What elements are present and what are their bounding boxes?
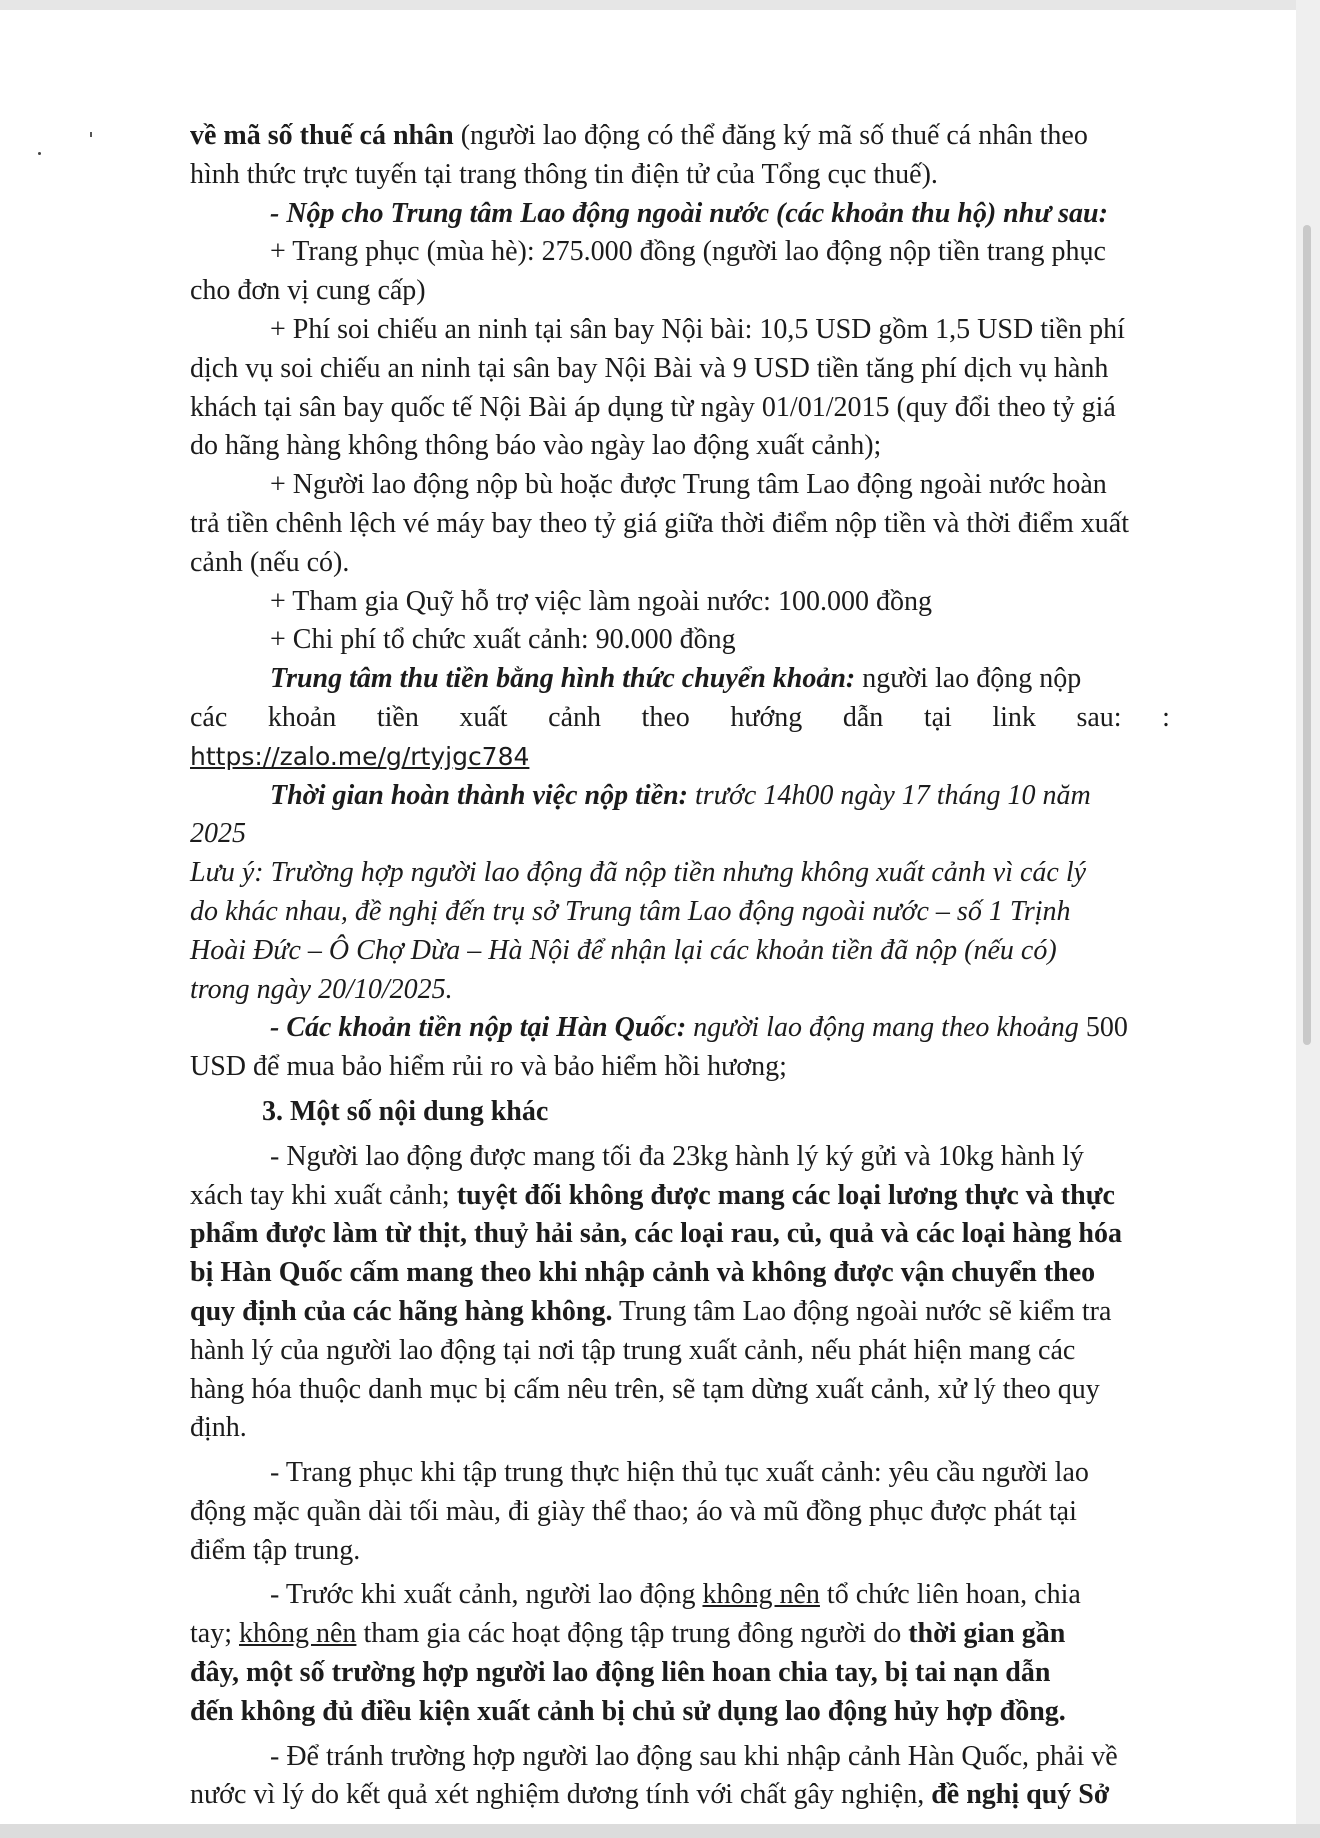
text-line: quy định của các hãng hàng không. Trung tâm Lao động ngoài nước sẽ kiểm tra: [190, 1295, 1112, 1327]
text-line: - Trang phục khi tập trung thực hiện thủ tục xuất cảnh: yêu cầu người lao: [270, 1457, 1089, 1489]
word: link: [992, 701, 1036, 733]
text-line: định.: [190, 1412, 247, 1444]
text-line: USD để mua bảo hiểm rủi ro và bảo hiểm hồi hương;: [190, 1051, 787, 1083]
text-line: trả tiền chênh lệch vé máy bay theo tỷ giá giữa thời điểm nộp tiền và thời điểm xuất: [190, 507, 1129, 539]
text-line: do hãng hàng không thông báo vào ngày lao động xuất cảnh);: [190, 430, 882, 462]
text-line: + Trang phục (mùa hè): 275.000 đồng (người lao động nộp tiền trang phục: [270, 236, 1106, 268]
text-line: 2025: [190, 818, 246, 850]
text-line: - Trước khi xuất cảnh, người lao động không nên tổ chức liên hoan, chia: [270, 1579, 1081, 1611]
word: hướng: [730, 701, 803, 733]
justified-line: [190, 699, 1170, 738]
korea-payments-line: - Các khoản tiền nộp tại Hàn Quốc: người lao động mang theo khoảng 500: [270, 1012, 1128, 1044]
zalo-link-line: [190, 738, 1170, 777]
word: theo: [641, 701, 690, 733]
text-line: cảnh (nếu có).: [190, 546, 350, 578]
word: khoản: [267, 701, 337, 733]
text-line: động mặc quần dài tối màu, đi giày thể thao; áo và mũ đồng phục được phát tại: [190, 1495, 1077, 1527]
word: sau:: [1076, 701, 1122, 733]
text-line: hình thức trực tuyến tại trang thông tin điện tử của Tổng cục thuế).: [190, 158, 938, 190]
section-heading-other: 3. Một số nội dung khác: [262, 1095, 549, 1127]
scan-speck: [38, 152, 41, 155]
text-line: - Người lao động được mang tối đa 23kg hành lý ký gửi và 10kg hành lý: [270, 1140, 1084, 1172]
scan-speck: [90, 132, 92, 137]
note-line: trong ngày 20/10/2025.: [190, 973, 453, 1005]
text-line: dịch vụ soi chiếu an ninh tại sân bay Nội Bài và 9 USD tiền tăng phí dịch vụ hành: [190, 352, 1109, 384]
text-line: về mã số thuế cá nhân (người lao động có thể đăng ký mã số thuế cá nhân theo: [190, 120, 1088, 151]
note-line: Lưu ý: Trường hợp người lao động đã nộp tiền nhưng không xuất cảnh vì các lý: [190, 857, 1087, 889]
scan-top-edge: [0, 0, 1320, 10]
scrollbar-thumb[interactable]: [1303, 225, 1311, 1045]
text-line: + Tham gia Quỹ hỗ trợ việc làm ngoài nước: 100.000 đồng: [270, 585, 932, 617]
word: cảnh: [548, 701, 601, 733]
document-page: [190, 117, 1170, 1815]
word: :: [1162, 701, 1170, 733]
text-line: xách tay khi xuất cảnh; tuyệt đối không được mang các loại lương thực và thực: [190, 1179, 1115, 1211]
text-line: - Để tránh trường hợp người lao động sau khi nhập cảnh Hàn Quốc, phải về: [270, 1740, 1118, 1772]
word: xuất: [459, 701, 508, 733]
text-line: bị Hàn Quốc cấm mang theo khi nhập cảnh và không được vận chuyển theo: [190, 1257, 1096, 1289]
zalo-group-link[interactable]: https://zalo.me/g/rtyjgc784: [190, 741, 530, 771]
text-line: + Phí soi chiếu an ninh tại sân bay Nội bài: 10,5 USD gồm 1,5 USD tiền phí: [270, 313, 1125, 345]
text-line: đến không đủ điều kiện xuất cảnh bị chủ sử dụng lao động hủy hợp đồng.: [190, 1695, 1066, 1727]
text-line: phẩm được làm từ thịt, thuỷ hải sản, các loại rau, củ, quả và các loại hàng hóa: [190, 1218, 1122, 1250]
note-line: do khác nhau, đề nghị đến trụ sở Trung tâm Lao động ngoài nước – số 1 Trịnh: [190, 895, 1071, 927]
transfer-note: Trung tâm thu tiền bằng hình thức chuyển khoản: người lao động nộp: [270, 663, 1082, 695]
text-line: cho đơn vị cung cấp): [190, 275, 426, 307]
word: tiền: [376, 701, 419, 733]
word: tại: [923, 701, 952, 733]
text-line: đây, một số trường hợp người lao động liên hoan chia tay, bị tai nạn dẫn: [190, 1657, 1051, 1689]
text-line: + Người lao động nộp bù hoặc được Trung tâm Lao động ngoài nước hoàn: [270, 469, 1107, 501]
section-heading-payments: - Nộp cho Trung tâm Lao động ngoài nước (các khoản thu hộ) như sau:: [270, 197, 1108, 229]
text-line: tay; không nên tham gia các hoạt động tập trung đông người do thời gian gần: [190, 1618, 1066, 1650]
text-line: điểm tập trung.: [190, 1534, 361, 1566]
word: các: [190, 701, 228, 733]
deadline-line: Thời gian hoàn thành việc nộp tiền: trước 14h00 ngày 17 tháng 10 năm: [270, 779, 1091, 811]
note-line: Hoài Đức – Ô Chợ Dừa – Hà Nội để nhận lại các khoản tiền đã nộp (nếu có): [190, 934, 1057, 966]
scan-bottom-edge: [0, 1824, 1320, 1838]
text-line: hàng hóa thuộc danh mục bị cấm nêu trên, sẽ tạm dừng xuất cảnh, xử lý theo quy: [190, 1373, 1100, 1405]
text-line: hành lý của người lao động tại nơi tập trung xuất cảnh, nếu phát hiện mang các: [190, 1334, 1076, 1366]
text-line: + Chi phí tổ chức xuất cảnh: 90.000 đồng: [270, 624, 736, 656]
text-line: khách tại sân bay quốc tế Nội Bài áp dụng từ ngày 01/01/2015 (quy đổi theo tỷ giá: [190, 391, 1116, 423]
text-line: nước vì lý do kết quả xét nghiệm dương tính với chất gây nghiện, đề nghị quý Sở: [190, 1779, 1110, 1811]
word: dẫn: [842, 701, 884, 733]
